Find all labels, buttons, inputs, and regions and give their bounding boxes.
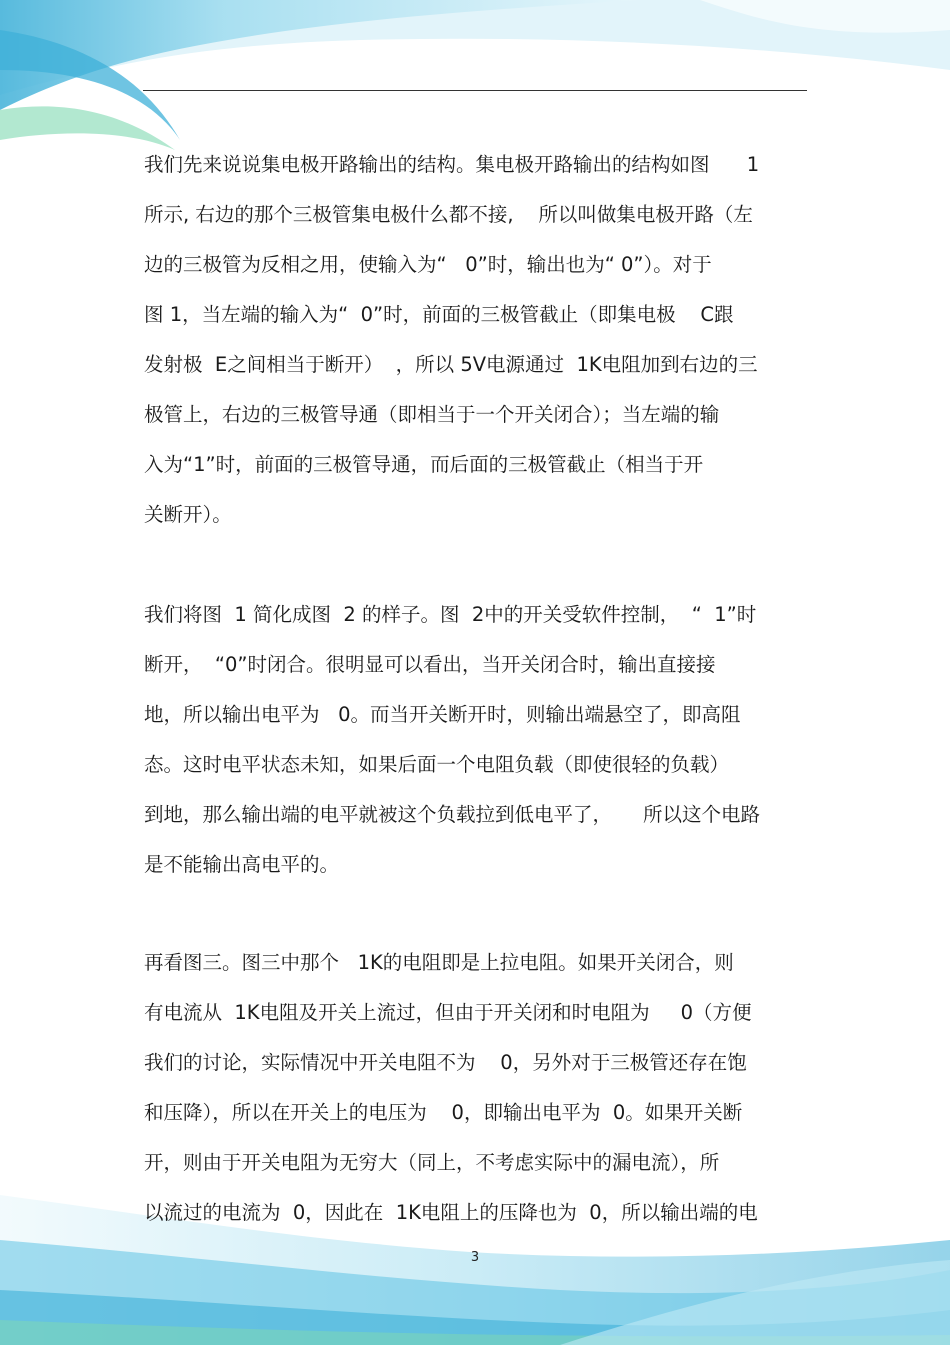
page-number: 3 (470, 1250, 480, 1265)
text-line: 极管上，右边的三极管导通（即相当于一个开关闭合）；当左端的输 (144, 403, 720, 426)
text-line: 再看图三。图三中那个 1K的电阻即是上拉电阻。如果开关闭合，则 (144, 951, 734, 974)
text-line: 和压降），所以在开关上的电压为 0，即输出电平为 0。如果开关断 (144, 1101, 743, 1124)
text-line: 有电流从 1K电阻及开关上流过，但由于开关闭和时电阻为 0（方便 (144, 1001, 752, 1024)
text-line: 地，所以输出电平为 0。而当开关断开时，则输出端悬空了，即高阻 (144, 703, 741, 726)
text-line: 以流过的电流为 0，因此在 1K电阻上的压降也为 0，所以输出端的电 (144, 1201, 758, 1224)
text-line: 开，则由于开关电阻为无穷大（同上，不考虑实际中的漏电流），所 (144, 1151, 720, 1174)
text-line: 态。这时电平状态未知，如果后面一个电阻负载（即使很轻的负载） (144, 753, 730, 776)
text-line: 断开， “0”时闭合。很明显可以看出，当开关闭合时，输出直接接 (144, 653, 716, 676)
text-line: 我们先来说说集电极开路输出的结构。集电极开路输出的结构如图 1 (144, 153, 760, 176)
text-line: 到地，那么输出端的电平就被这个负载拉到低电平了， 所以这个电路 (144, 803, 760, 826)
text-line: 图 1，当左端的输入为“ 0”时，前面的三极管截止（即集电极 C跟 (144, 303, 734, 326)
text-line: 入为“1”时，前面的三极管导通，而后面的三极管截止（相当于开 (144, 453, 704, 476)
text-line: 边的三极管为反相之用，使输入为“ 0”时，输出也为“ 0”）。对于 (144, 253, 712, 276)
text-line: 是不能输出高电平的。 (144, 853, 340, 876)
text-line: 关断开）。 (144, 503, 232, 526)
text-line: 我们将图 1 简化成图 2 的样子。图 2中的开关受软件控制， “ 1”时 (144, 603, 757, 626)
header-rule (143, 90, 807, 91)
text-line: 所示, 右边的那个三极管集电极什么都不接, 所以叫做集电极开路（左 (144, 203, 753, 226)
text-line: 我们的讨论，实际情况中开关电阻不为 0，另外对于三极管还存在饱 (144, 1051, 747, 1074)
text-line: 发射极 E之间相当于断开） ，所以 5V电源通过 1K电阻加到右边的三 (144, 353, 758, 376)
